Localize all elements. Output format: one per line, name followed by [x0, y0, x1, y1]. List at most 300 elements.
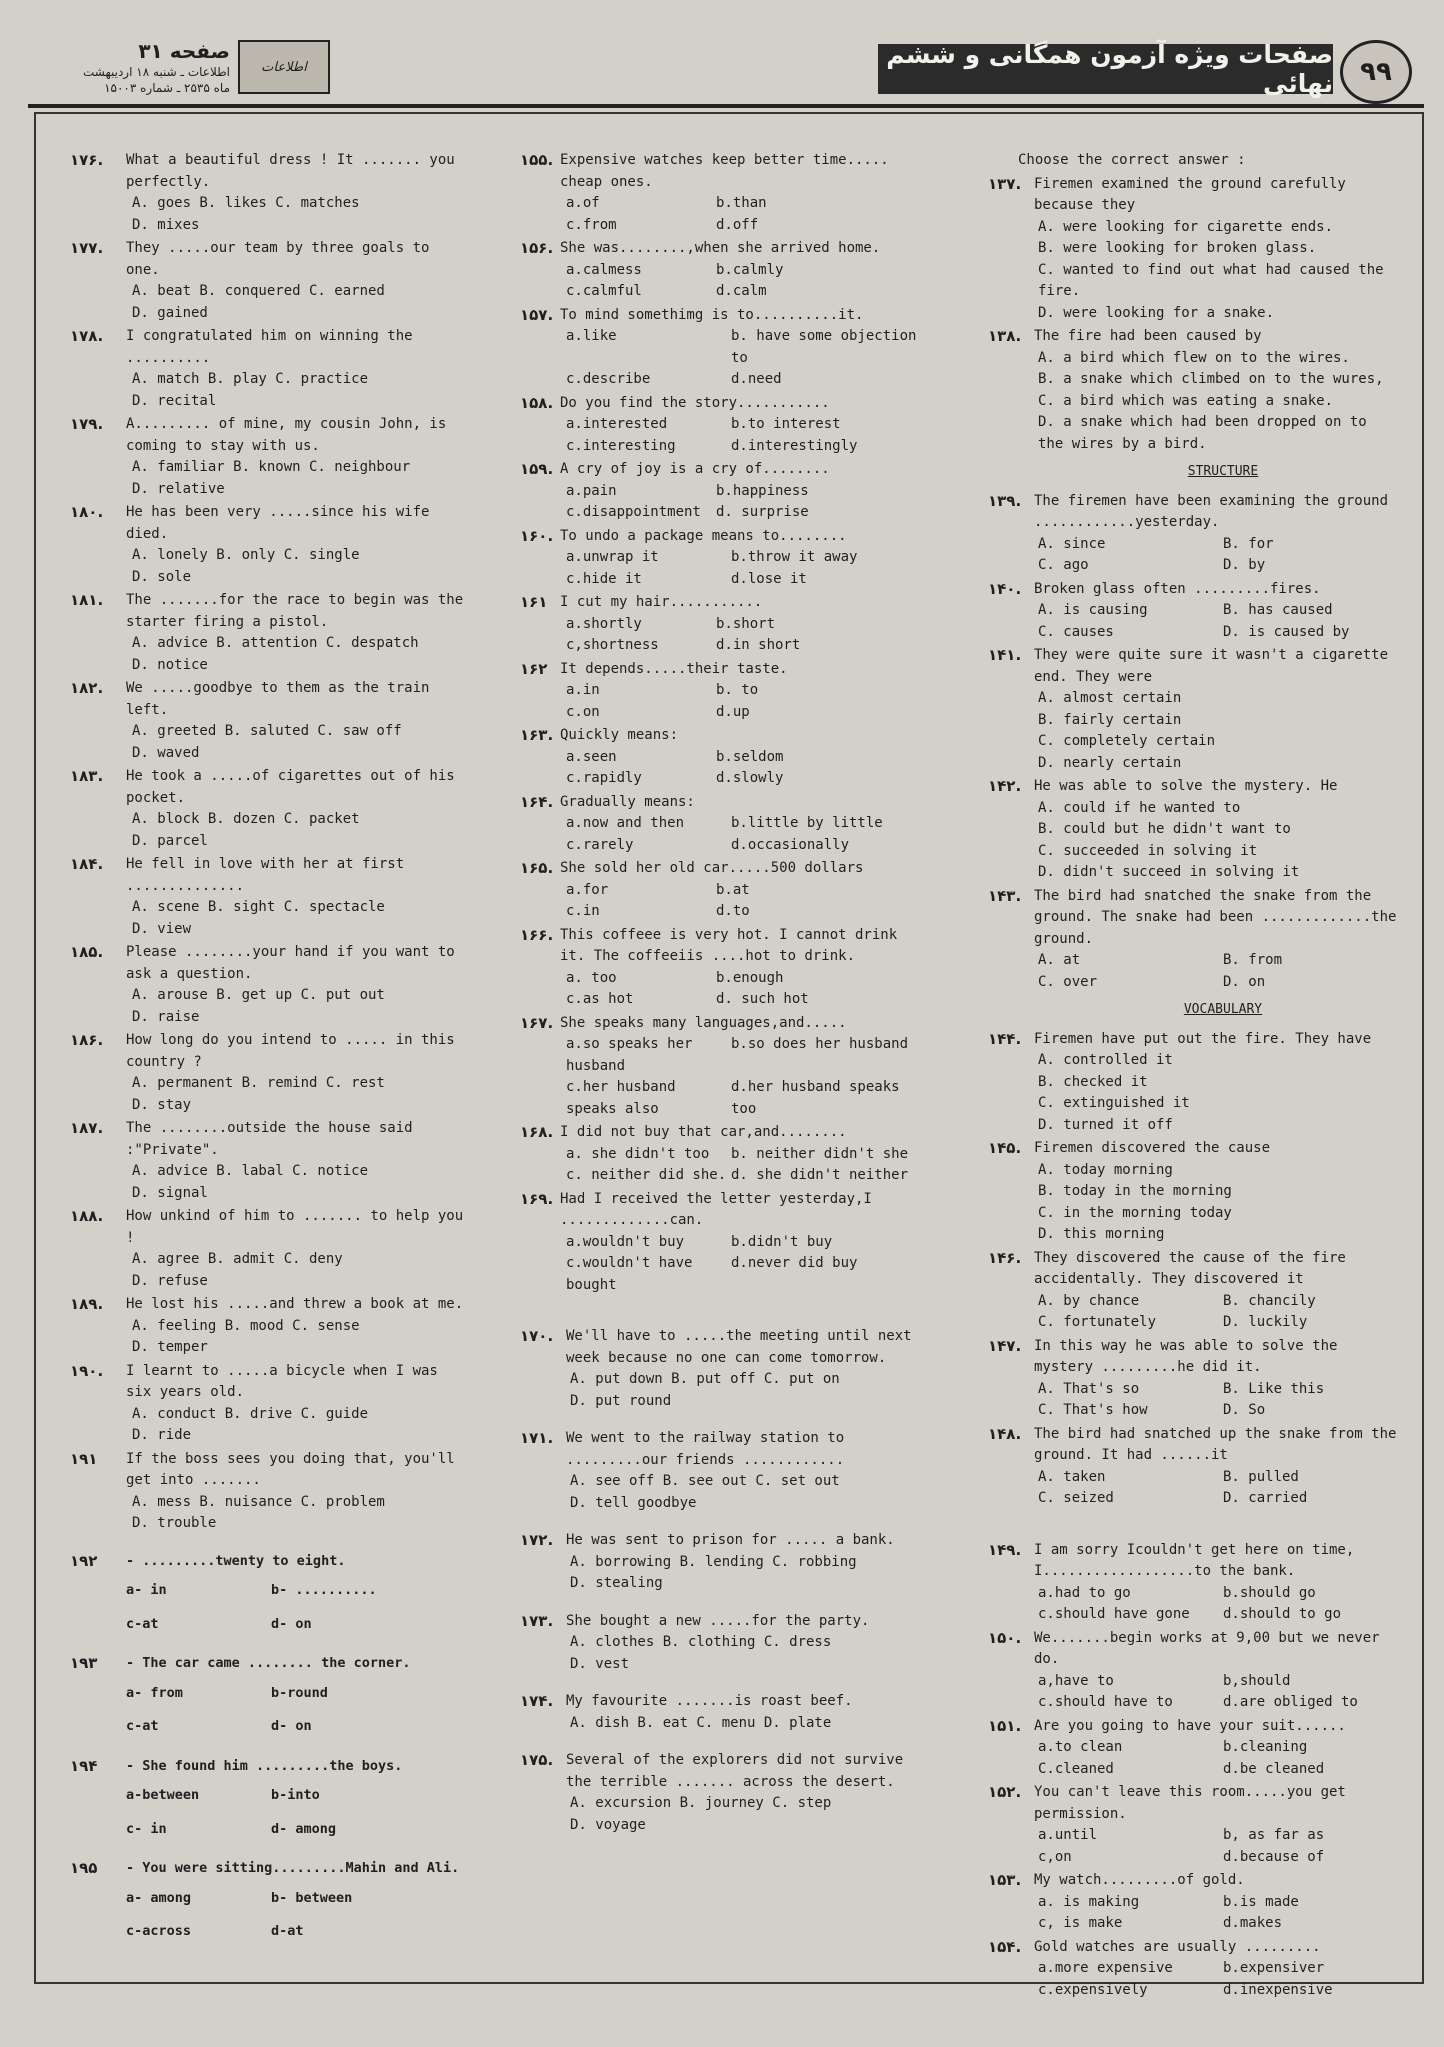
answer-option: A. arouse B. get up C. put out	[132, 987, 385, 1003]
question-stem: If the boss sees you doing that, you'll get into .......	[126, 1450, 455, 1488]
answer-options	[1034, 1958, 1398, 2001]
question	[520, 925, 920, 1011]
question-stem: They discovered the cause of the fire accidentally. They discovered it	[1034, 1249, 1346, 1287]
page-label: صفحه ۳۱	[138, 39, 230, 63]
answer-option: d.are obliged to	[1223, 1694, 1358, 1710]
answer-option: A. permanent B. remind C. rest	[132, 1075, 385, 1091]
answer-options	[566, 1713, 920, 1735]
question	[988, 1248, 1398, 1334]
answer-options	[126, 1492, 470, 1535]
answer-option: b. to	[716, 682, 759, 698]
answer-option: b. have some objection to	[731, 328, 917, 366]
question-stem: What a beautiful dress ! It ....... you perfectly.	[126, 152, 455, 190]
question-number: ۱۸۷.	[70, 1119, 104, 1137]
question-number: ۱۶۴.	[520, 792, 554, 811]
question	[988, 886, 1398, 994]
answer-options	[560, 880, 920, 923]
answer-option: b, as far as	[1223, 1827, 1325, 1843]
answer-option: A. were looking for cigarette ends.	[1038, 218, 1334, 235]
question	[988, 1336, 1398, 1422]
answer-option: a. is making	[1038, 1893, 1140, 1910]
question	[988, 326, 1398, 455]
question-number: ۱۸۶.	[70, 1031, 104, 1049]
question-number: ۱۵۲.	[988, 1783, 1022, 1801]
question	[520, 305, 920, 391]
answer-option: d- on	[271, 1718, 312, 1734]
answer-option: c.rarely	[566, 836, 634, 853]
answer-option: a.calmess	[566, 261, 642, 278]
answer-option: d.up	[716, 703, 750, 720]
question-number: ۱۶۲	[520, 659, 548, 678]
answer-option: a.wouldn't buy	[566, 1233, 685, 1250]
question-number: ۱۹۱	[70, 1449, 98, 1468]
answer-option: c- in	[126, 1820, 167, 1837]
answer-option: d.inexpensive	[1223, 1981, 1333, 1998]
fill-in-question	[70, 1858, 470, 1943]
question-stem: Firemen discovered the cause	[1034, 1140, 1271, 1156]
question	[520, 526, 920, 591]
answer-option: D. refuse	[132, 1272, 208, 1289]
answer-option: c.wouldn't have bought	[566, 1255, 693, 1293]
answer-option: a.in	[566, 682, 600, 698]
question-number: ۱۷۶.	[70, 151, 104, 169]
answer-option: d. she didn't neither	[731, 1167, 909, 1183]
answer-option: D. temper	[132, 1339, 208, 1355]
answer-options	[126, 809, 470, 852]
question	[988, 1540, 1398, 1626]
answer-option: A. familiar B. known C. neighbour	[132, 459, 411, 475]
question	[520, 459, 920, 524]
question	[520, 1326, 920, 1412]
answer-option: d.in short	[716, 637, 801, 653]
question	[988, 1870, 1398, 1935]
answer-options	[1034, 798, 1398, 884]
answer-option: b.should go	[1223, 1584, 1316, 1601]
page-number-badge: ۹۹	[1340, 40, 1412, 104]
answer-option: C. seized	[1038, 1490, 1114, 1506]
answer-option: c.calmful	[566, 283, 642, 299]
question-number: ۱۷۴.	[520, 1692, 554, 1710]
question-number: ۱۷۳.	[520, 1611, 554, 1630]
question	[988, 579, 1398, 644]
question-number: ۱۸۵.	[70, 943, 104, 961]
question	[520, 1611, 920, 1676]
answer-options	[126, 1580, 470, 1635]
spacer	[988, 1512, 1398, 1526]
answer-option: D. stay	[132, 1096, 192, 1113]
answer-options	[560, 813, 920, 856]
question-number: ۱۸۳.	[70, 767, 104, 785]
answer-option: C. completely certain	[1038, 733, 1216, 749]
answer-option: A. at	[1038, 952, 1081, 968]
question	[520, 792, 920, 857]
answer-option: A. scene B. sight C. spectacle	[132, 899, 385, 915]
question-stem: A cry of joy is a cry of........	[560, 461, 830, 477]
question-stem: - The car came ........ the corner.	[126, 1655, 411, 1671]
answer-option: d.lose it	[731, 570, 807, 587]
spacer	[520, 1838, 920, 1852]
question-stem: The firemen have been examining the ground ............yesterday.	[1034, 492, 1389, 530]
question-stem: - You were sitting.........Mahin and Ali.	[126, 1860, 460, 1876]
answer-option: A. a bird which flew on to the wires.	[1038, 349, 1350, 366]
answer-option: c.should have to	[1038, 1694, 1173, 1710]
question	[70, 150, 470, 236]
question-number: ۱۵۵.	[520, 151, 554, 169]
question-stem: We went to the railway station to .........our friends ............	[566, 1430, 845, 1468]
question-number: ۱۶۵.	[520, 859, 554, 877]
question	[70, 1206, 470, 1292]
answer-option: a.so speaks her husband	[566, 1036, 693, 1074]
question-stem: Broken glass often .........fires.	[1034, 580, 1321, 597]
issue-number: ماه ۲۵۳۵ ـ شماره ۱۵۰۰۳	[104, 81, 230, 95]
answer-option: A. goes B. likes C. matches	[132, 195, 360, 211]
question	[988, 1029, 1398, 1137]
answer-options	[1034, 1467, 1398, 1510]
answer-option: A. controlled it	[1038, 1052, 1173, 1068]
column-1	[70, 150, 470, 1961]
answer-option: A. today morning	[1038, 1161, 1173, 1178]
question-number: ۱۶۰.	[520, 526, 554, 545]
answer-options	[560, 193, 920, 236]
question	[70, 1030, 470, 1116]
answer-option: D. carried	[1223, 1490, 1308, 1506]
answer-option: a.unwrap it	[566, 549, 659, 565]
answer-option: c-at	[126, 1615, 159, 1632]
answer-option: d.her husband speaks too	[731, 1079, 900, 1117]
answer-option: b.expensiver	[1223, 1960, 1325, 1976]
answer-options	[560, 326, 920, 391]
question	[988, 1937, 1398, 2002]
answer-option: D. didn't succeed in solving it	[1038, 864, 1300, 880]
answer-option: D. waved	[132, 744, 200, 761]
answer-option: d- on	[271, 1615, 312, 1632]
answer-option: b-into	[271, 1787, 320, 1803]
question-stem: Quickly means:	[560, 727, 679, 743]
answer-options	[1034, 1892, 1398, 1935]
answer-option: c,on	[1038, 1848, 1072, 1865]
question	[988, 1424, 1398, 1510]
answer-option: D. nearly certain	[1038, 754, 1182, 771]
answer-option: c.interesting	[566, 437, 676, 454]
answer-option: a- among	[126, 1889, 192, 1906]
question-number: ۱۹۲	[70, 1551, 98, 1570]
question	[70, 1294, 470, 1359]
answer-option: c.as hot	[566, 991, 634, 1007]
question-number: ۱۶۱	[520, 593, 548, 611]
answer-option: A. advice B. attention C. despatch	[132, 635, 419, 651]
answer-option: A. clothes B. clothing C. dress	[570, 1634, 832, 1650]
answer-option: D. voyage	[570, 1816, 646, 1833]
answer-options	[560, 968, 920, 1011]
answer-option: c,shortness	[566, 637, 659, 653]
question-stem: How unkind of him to ....... to help you !	[126, 1208, 464, 1246]
question-stem: The bird had snatched the snake from the ground. The snake had been .............the ground.	[1034, 887, 1397, 947]
answer-options	[1034, 1291, 1398, 1334]
issue-date: اطلاعات ـ شنبه ۱۸ اردیبهشت	[82, 65, 230, 79]
answer-option: c.on	[566, 703, 600, 720]
answer-option: B. chancily	[1223, 1292, 1316, 1309]
answer-option: C. ago	[1038, 557, 1089, 573]
question-number: ۱۸۲.	[70, 679, 104, 697]
question	[520, 659, 920, 724]
answer-option: d.slowly	[716, 770, 784, 786]
question-stem: He was able to solve the mystery. He	[1034, 778, 1338, 794]
answer-options	[126, 193, 470, 236]
answer-option: d.occasionally	[731, 836, 850, 853]
question-stem: Gradually means:	[560, 793, 695, 810]
question-number: ۱۹۴	[70, 1756, 98, 1775]
answer-options	[126, 897, 470, 940]
answer-option: b.to interest	[731, 416, 841, 432]
question-stem: To mind somethimg is to..........it.	[560, 306, 864, 323]
answer-options	[1034, 1583, 1398, 1626]
question-number: ۱۴۰.	[988, 579, 1022, 598]
answer-options	[566, 1793, 920, 1836]
question-number: ۱۸۸.	[70, 1207, 104, 1225]
answer-option: b. neither didn't she	[731, 1145, 909, 1162]
answer-options	[1034, 1379, 1398, 1422]
answer-option: C. wanted to find out what had caused the fire.	[1038, 261, 1384, 299]
answer-options	[126, 1888, 470, 1943]
question-number: ۱۷۱.	[520, 1429, 554, 1447]
question-number: ۱۹۰.	[70, 1361, 104, 1380]
answer-option: B. a snake which climbed on to the wures,	[1038, 371, 1384, 387]
answer-option: d.be cleaned	[1223, 1760, 1325, 1777]
question-stem: You can't leave this room.....you get permission.	[1034, 1784, 1346, 1822]
question	[520, 592, 920, 657]
answer-option: d. such hot	[716, 991, 809, 1007]
answer-option: b.is made	[1223, 1893, 1299, 1910]
answer-option: A. excursion B. journey C. step	[570, 1795, 832, 1811]
question-stem: The ........outside the house said :"Private".	[126, 1120, 413, 1158]
answer-option: D. notice	[132, 656, 208, 673]
answer-option: c. neither did she.	[566, 1167, 727, 1183]
section-heading-vocabulary: VOCABULARY	[1183, 1002, 1263, 1017]
answer-option: b,should	[1223, 1672, 1291, 1689]
answer-option: D. is caused by	[1223, 623, 1350, 640]
answer-options	[560, 1034, 920, 1120]
newspaper-logo: اطلاعات	[238, 40, 330, 94]
question	[520, 1530, 920, 1595]
answer-option: A. greeted B. saluted C. saw off	[132, 723, 402, 739]
question	[520, 1691, 920, 1734]
page-info	[40, 38, 230, 96]
answer-option: a.interested	[566, 416, 668, 432]
answer-option: A. feeling B. mood C. sense	[132, 1317, 360, 1334]
answer-options	[560, 747, 920, 790]
answer-options	[1034, 348, 1398, 456]
answer-option: A. conduct B. drive C. guide	[132, 1405, 369, 1422]
answer-option: D. by	[1223, 557, 1266, 573]
question-stem: He took a .....of cigarettes out of his pocket.	[126, 768, 455, 806]
fill-in-question	[70, 1551, 470, 1636]
spacer	[988, 1526, 1398, 1540]
answer-option: a.until	[1038, 1827, 1098, 1843]
answer-option: A. mess B. nuisance C. problem	[132, 1493, 385, 1510]
question	[988, 174, 1398, 325]
answer-option: c.hide it	[566, 570, 642, 587]
answer-option: a.for	[566, 881, 609, 898]
answer-option: b- between	[271, 1889, 353, 1906]
answer-options	[126, 633, 470, 676]
answer-option: D. So	[1223, 1402, 1266, 1418]
question	[988, 1716, 1398, 1781]
answer-option: a. too	[566, 969, 617, 986]
question	[70, 1118, 470, 1204]
answer-option: A. match B. play C. practice	[132, 371, 369, 387]
answer-option: A. borrowing B. lending C. robbing	[570, 1553, 857, 1570]
answer-option: a.shortly	[566, 615, 642, 632]
answer-option: D. on	[1223, 973, 1266, 990]
spacer	[520, 1414, 920, 1428]
answer-option: D. turned it off	[1038, 1116, 1173, 1133]
header-rule	[28, 104, 1424, 108]
answer-option: D. a snake which had been dropped on to the wires by a bird.	[1038, 414, 1367, 452]
answer-options	[126, 1404, 470, 1447]
answer-option: A. is causing	[1038, 602, 1148, 618]
answer-options	[126, 1161, 470, 1204]
fill-in-question	[70, 1756, 470, 1841]
answer-options	[126, 457, 470, 500]
question-stem: In this way he was able to solve the mystery .........he did it.	[1034, 1337, 1338, 1375]
answer-options	[126, 545, 470, 588]
answer-option: B. pulled	[1223, 1468, 1299, 1485]
question	[988, 491, 1398, 577]
answer-option: D. gained	[132, 304, 208, 321]
answer-option: D. vest	[570, 1655, 630, 1672]
answer-option: A. could if he wanted to	[1038, 799, 1241, 816]
question-number: ۱۵۷.	[520, 305, 554, 324]
answer-option: d.never did buy	[731, 1255, 858, 1271]
question	[988, 645, 1398, 774]
answer-option: D. signal	[132, 1184, 208, 1201]
question	[520, 393, 920, 458]
answer-option: b.happiness	[716, 482, 809, 499]
question-stem: It depends.....their taste.	[560, 660, 788, 677]
answer-option: D. luckily	[1223, 1314, 1308, 1330]
question-stem: The .......for the race to begin was the starter firing a pistol.	[126, 592, 464, 630]
answer-option: D. view	[132, 920, 192, 937]
answer-option: b.throw it away	[731, 549, 858, 565]
question	[70, 326, 470, 412]
question-stem: Gold watches are usually .........	[1034, 1938, 1321, 1955]
answer-option: b.short	[716, 615, 776, 632]
question-stem: They were quite sure it wasn't a cigarette end. They were	[1034, 647, 1389, 685]
answer-option: b.seldom	[716, 748, 784, 765]
answer-option: B. for	[1223, 535, 1274, 552]
answer-option: A. advice B. labal C. notice	[132, 1163, 369, 1179]
question-number: ۱۳۸.	[988, 327, 1022, 345]
answer-options	[566, 1369, 920, 1412]
answer-option: C. causes	[1038, 623, 1114, 640]
answer-option: c.disappointment	[566, 504, 701, 520]
question-number: ۱۵۰.	[988, 1628, 1022, 1647]
answer-options	[126, 1316, 470, 1359]
question-stem: Expensive watches keep better time..... cheap ones.	[560, 152, 889, 190]
question	[520, 1750, 920, 1836]
answer-option: C.cleaned	[1038, 1760, 1114, 1777]
question-number: ۱۶۹.	[520, 1189, 554, 1208]
answer-option: A. by chance	[1038, 1292, 1140, 1309]
answer-option: d-at	[271, 1923, 304, 1939]
answer-option: A. almost certain	[1038, 690, 1182, 706]
question-number: ۱۴۸.	[988, 1424, 1022, 1443]
answer-options	[566, 1471, 920, 1514]
question-stem: We.......begin works at 9,00 but we never do.	[1034, 1629, 1380, 1667]
question-number: ۱۸۰.	[70, 503, 104, 521]
answer-option: c.rapidly	[566, 770, 642, 786]
answer-option: c.expensively	[1038, 1981, 1148, 1998]
answer-options	[560, 260, 920, 303]
answer-option: A. agree B. admit C. deny	[132, 1251, 343, 1267]
answer-options	[126, 281, 470, 324]
question-stem: I learnt to .....a bicycle when I was six years old.	[126, 1362, 438, 1400]
answer-options	[1034, 1737, 1398, 1780]
question	[70, 414, 470, 500]
answer-option: B. Like this	[1223, 1380, 1325, 1397]
answer-option: B. checked it	[1038, 1073, 1148, 1090]
question	[520, 238, 920, 303]
answer-option: D. relative	[132, 480, 225, 497]
answer-options	[566, 1632, 920, 1675]
answer-option: A. beat B. conquered C. earned	[132, 283, 385, 299]
answer-options	[1034, 1160, 1398, 1246]
question-stem: Firemen examined the ground carefully because they	[1034, 175, 1346, 213]
answer-option: A. block B. dozen C. packet	[132, 811, 360, 827]
answer-option: B. were looking for broken glass.	[1038, 240, 1317, 256]
question-stem: He lost his .....and threw a book at me.	[126, 1296, 464, 1312]
answer-option: B. has caused	[1223, 602, 1333, 618]
answer-options	[1034, 950, 1398, 993]
answer-option: A. lonely B. only C. single	[132, 547, 360, 563]
answer-options	[560, 481, 920, 524]
question-number: ۱۸۹.	[70, 1295, 104, 1313]
answer-options	[126, 1785, 470, 1840]
question-number: ۱۷۵.	[520, 1751, 554, 1769]
answer-option: a.pain	[566, 482, 617, 499]
answer-option: D. mixes	[132, 216, 200, 233]
answer-option: D. ride	[132, 1427, 192, 1443]
answer-options	[126, 369, 470, 412]
question	[70, 854, 470, 940]
question-stem: He was sent to prison for ..... a bank.	[566, 1532, 895, 1548]
answer-option: a,have to	[1038, 1672, 1114, 1689]
question-number: ۱۷۸.	[70, 327, 104, 345]
question	[70, 502, 470, 588]
section-heading-structure: STRUCTURE	[1187, 464, 1259, 479]
answer-option: B. fairly certain	[1038, 711, 1182, 728]
answer-option: D. put round	[570, 1392, 672, 1409]
answer-options	[560, 1144, 920, 1187]
answer-option: b.cleaning	[1223, 1739, 1308, 1755]
answer-option: a.seen	[566, 748, 617, 765]
question-stem: The bird had snatched up the snake from the ground. It had ......it	[1034, 1425, 1397, 1463]
answer-option: B. from	[1223, 952, 1283, 968]
answer-options	[1034, 1050, 1398, 1136]
question	[70, 942, 470, 1028]
answer-options	[560, 547, 920, 590]
answer-option: D. sole	[132, 568, 192, 585]
answer-option: D. trouble	[132, 1515, 217, 1531]
answer-option: c-at	[126, 1718, 159, 1734]
question-number: ۱۴۱.	[988, 646, 1022, 664]
question-stem: Several of the explorers did not survive the terrible ....... across the desert.	[566, 1752, 904, 1790]
spacer	[520, 1736, 920, 1750]
question-stem: This coffeee is very hot. I cannot drink it. The coffeeiis ....hot to drink.	[560, 926, 898, 964]
answer-options	[1034, 688, 1398, 774]
column-2	[520, 150, 920, 1852]
question-number: ۱۷۲.	[520, 1531, 554, 1549]
